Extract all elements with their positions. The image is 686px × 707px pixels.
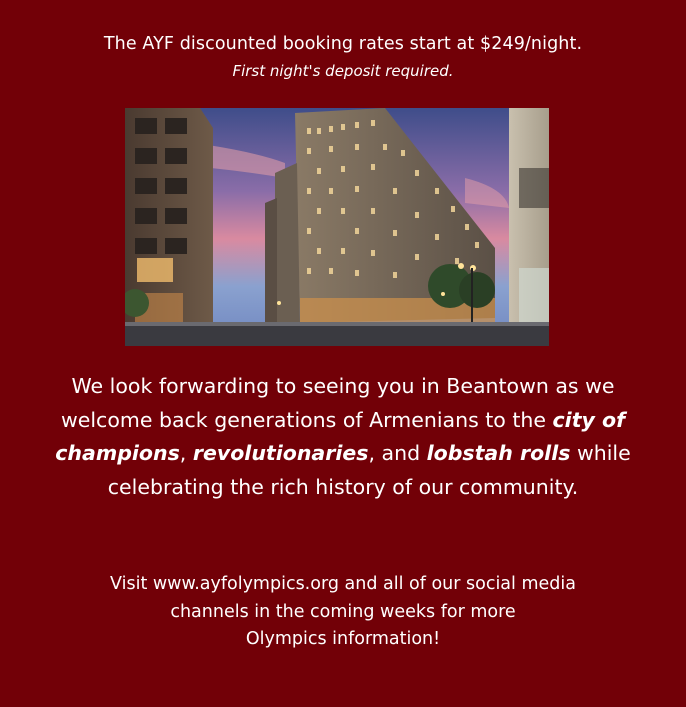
visit-line-2: channels in the coming weeks for more: [170, 601, 516, 622]
highlight-city-of-champions: city of champions: [55, 407, 626, 465]
visit-message: [43, 571, 643, 654]
welcome-text-4: while celebrating the rich history of our community.: [107, 441, 631, 499]
welcome-text-2: ,: [179, 441, 193, 465]
welcome-text-1: We look forwarding to seeing you in Beantown as we welcome back generations of Armenians to the: [60, 374, 615, 432]
hotel-photo: [125, 108, 549, 346]
welcome-text-3: , and: [368, 441, 427, 465]
welcome-message: [43, 370, 643, 504]
visit-line-3: Olympics information!: [245, 629, 441, 649]
highlight-revolutionaries: revolutionaries: [192, 441, 369, 465]
rates-text: The AYF discounted booking rates start at $249/night.: [103, 34, 583, 54]
visit-line-1: Visit www.ayfolympics.org and all of our social media: [110, 574, 576, 594]
deposit-note: First night's deposit required.: [232, 62, 454, 80]
highlight-lobstah-rolls: lobstah rolls: [426, 441, 571, 465]
